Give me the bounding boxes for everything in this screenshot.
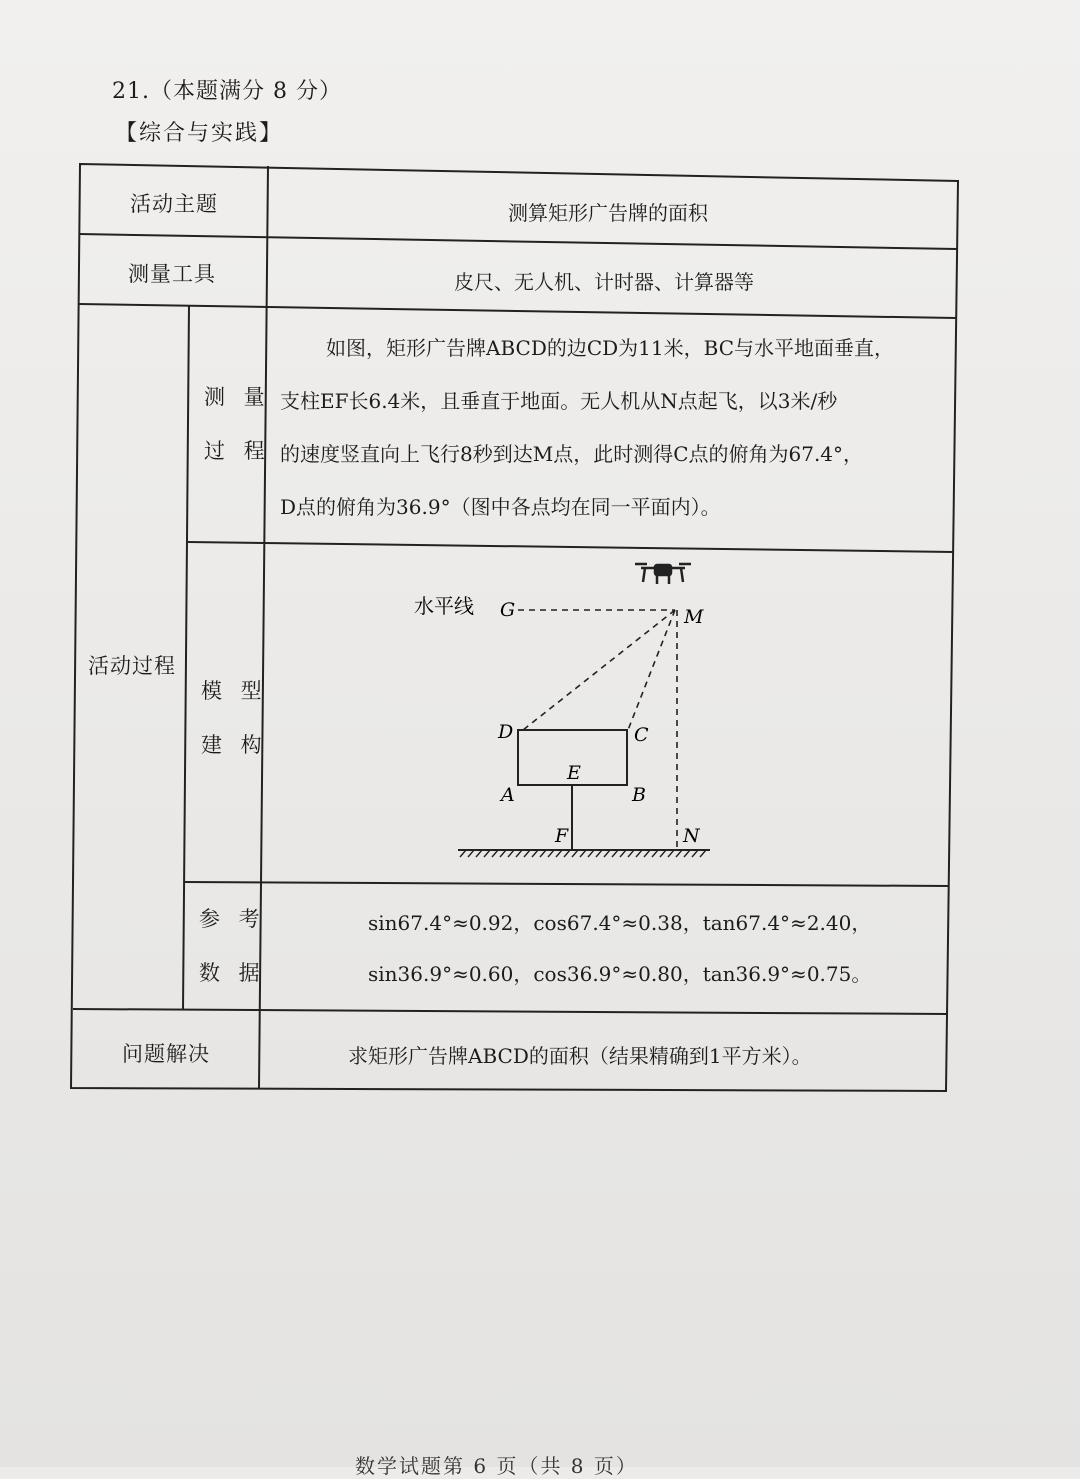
reference-label bbox=[199, 892, 266, 1000]
reference-label-line-2: 数 据 bbox=[199, 961, 266, 985]
sight-line-mc bbox=[628, 610, 675, 730]
drone-icon bbox=[635, 564, 691, 584]
page-footer: 数学试题第 6 页（共 8 页） bbox=[355, 1454, 638, 1478]
measure-text bbox=[280, 322, 894, 534]
point-b-label: B bbox=[632, 784, 646, 806]
point-g-label: G bbox=[500, 599, 516, 621]
point-m-label: M bbox=[684, 606, 704, 628]
row-line-3 bbox=[188, 542, 953, 552]
geometry-diagram bbox=[400, 560, 730, 865]
point-c-label: C bbox=[634, 724, 649, 746]
sight-line-md bbox=[523, 610, 675, 730]
row-line-4 bbox=[184, 882, 949, 886]
problem-text: 求矩形广告牌ABCD的面积（结果精确到1平方米）。 bbox=[348, 1044, 812, 1068]
measure-label-line-1: 测 量 bbox=[204, 385, 271, 409]
point-f-label: F bbox=[555, 825, 569, 847]
model-label-line-1: 模 型 bbox=[201, 679, 268, 703]
question-number: 21.（本题满分 8 分） bbox=[112, 79, 342, 104]
row-line-1 bbox=[79, 234, 957, 249]
tools-label: 测量工具 bbox=[128, 262, 216, 286]
measure-text-line-1: 如图，矩形广告牌ABCD的边CD为11米，BC与水平地面垂直， bbox=[326, 336, 895, 360]
theme-label: 活动主题 bbox=[130, 192, 218, 216]
measure-text-line-4: D点的俯角为36.9°（图中各点均在同一平面内）。 bbox=[280, 495, 721, 519]
process-label: 活动过程 bbox=[88, 654, 176, 678]
model-label-line-2: 建 构 bbox=[201, 733, 268, 757]
problem-label: 问题解决 bbox=[122, 1042, 210, 1066]
theme-value: 测算矩形广告牌的面积 bbox=[508, 201, 708, 225]
ground-hatching bbox=[460, 850, 706, 857]
measure-text-line-2: 支柱EF长6.4米，且垂直于地面。无人机从N点起飞，以3米/秒 bbox=[280, 389, 838, 413]
reference-label-line-1: 参 考 bbox=[199, 907, 266, 931]
point-d-label: D bbox=[498, 721, 514, 743]
point-n-label: N bbox=[683, 825, 700, 847]
point-e-label: E bbox=[567, 762, 581, 784]
measure-label-line-2: 过 程 bbox=[204, 439, 271, 463]
row-line-5 bbox=[73, 1009, 947, 1014]
section-title: 【综合与实践】 bbox=[115, 121, 284, 146]
reference-text bbox=[368, 898, 871, 1000]
measure-text-line-3: 的速度竖直向上飞行8秒到达M点，此时测得C点的俯角为67.4°， bbox=[280, 442, 864, 466]
row-line-2 bbox=[79, 304, 956, 318]
reference-text-line-2: sin36.9°≈0.60，cos36.9°≈0.80，tan36.9°≈0.75。 bbox=[368, 962, 872, 986]
horizontal-line-label: 水平线 bbox=[414, 594, 474, 618]
measure-label bbox=[204, 370, 271, 478]
reference-text-line-1: sin67.4°≈0.92，cos67.4°≈0.38，tan67.4°≈2.40， bbox=[368, 911, 872, 935]
point-a-label: A bbox=[501, 784, 515, 806]
model-label bbox=[201, 664, 268, 772]
col-line-sub bbox=[183, 305, 189, 1010]
tools-value: 皮尺、无人机、计时器、计算器等 bbox=[454, 270, 754, 294]
